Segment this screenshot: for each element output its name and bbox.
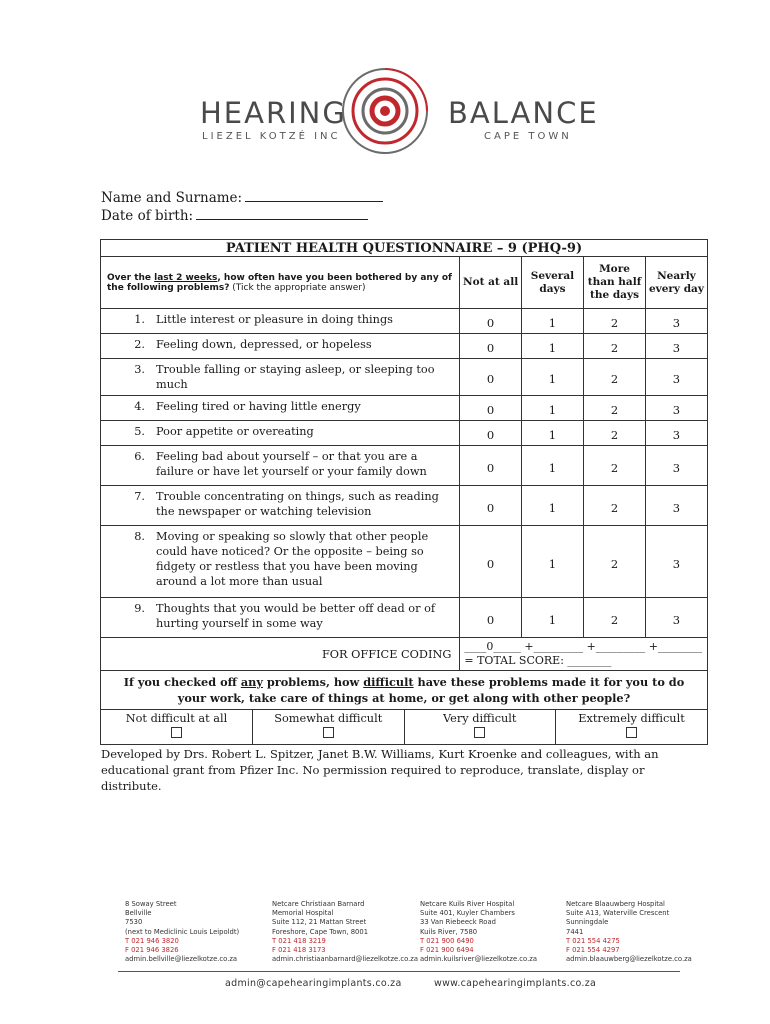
logo-right-sub: CAPE TOWN [484, 131, 572, 142]
score-option[interactable]: 3 [645, 421, 707, 446]
score-option[interactable]: 3 [645, 526, 707, 598]
question-row [101, 598, 708, 638]
checkbox-icon[interactable] [323, 727, 334, 738]
telephone: T 021 946 3820 [125, 936, 179, 945]
name-field-row [101, 189, 383, 207]
address-line: Netcare Christiaan Barnard [272, 900, 365, 908]
question-cell [101, 396, 460, 421]
dob-label: Date of birth: [101, 208, 194, 224]
difficulty-option-label: Very difficult [443, 712, 517, 725]
telephone: T 021 900 6490 [420, 936, 474, 945]
score-option[interactable]: 0 [460, 359, 521, 396]
dob-input-line[interactable] [196, 207, 368, 220]
difficulty-option-label: Not difficult at all [125, 712, 228, 725]
prompt-period: last 2 weeks [154, 272, 218, 283]
question-number: 7. [134, 490, 145, 503]
score-option[interactable]: 1 [521, 526, 583, 598]
footer-addresses [0, 900, 770, 970]
question-cell [101, 486, 460, 526]
address-line: (next to Mediclinic Louis Leipoldt) [125, 927, 240, 936]
question-number: 5. [134, 425, 145, 438]
credit-text: Developed by Drs. Robert L. Spitzer, Janet B.W. Williams, Kurt Kroenke and colleagues, with an educational grant from Pfizer Inc. No permission required to reproduce, translate, display or distribute. [101, 747, 659, 793]
difficulty-option-not[interactable] [101, 710, 253, 744]
question-cell [101, 421, 460, 446]
office-coding-label: FOR OFFICE CODING [101, 638, 460, 671]
question-cell [101, 334, 460, 359]
fax: F 021 554 4297 [566, 946, 620, 955]
question-number: 1. [134, 313, 145, 326]
score-option[interactable]: 0 [460, 309, 521, 334]
footer-address-kuils-river [420, 900, 570, 964]
score-option[interactable]: 1 [521, 309, 583, 334]
question-text: Little interest or pleasure in doing things [156, 313, 393, 326]
score-option[interactable]: 1 [521, 334, 583, 359]
score-option[interactable]: 0 [460, 446, 521, 486]
fax: F 021 946 3826 [125, 946, 179, 955]
score-option[interactable]: 2 [584, 598, 646, 638]
column-header-several-days: Several days [521, 257, 583, 309]
logo-left-word: HEARING [200, 96, 347, 130]
question-row [101, 359, 708, 396]
question-row [101, 526, 708, 598]
question-text: Trouble falling or staying asleep, or sleeping too much [156, 363, 435, 391]
score-option[interactable]: 0 [460, 421, 521, 446]
column-header-more-than-half: More than half the days [584, 257, 646, 309]
prompt-note: (Tick the appropriate answer) [229, 282, 366, 293]
score-option[interactable]: 0 [460, 526, 521, 598]
score-option[interactable]: 0 [460, 486, 521, 526]
question-text: Poor appetite or overeating [156, 425, 314, 438]
address-line: Foreshore, Cape Town, 8001 [272, 927, 369, 936]
address-line: 7441 [566, 927, 584, 936]
score-option[interactable]: 1 [521, 359, 583, 396]
question-text: Feeling bad about yourself – or that you are a failure or have let yourself or your family down [156, 450, 427, 478]
question-cell [101, 309, 460, 334]
footer-address-christiaan-barnard [272, 900, 422, 964]
score-option[interactable]: 2 [584, 421, 646, 446]
question-row [101, 486, 708, 526]
question-number: 6. [134, 450, 145, 463]
score-option[interactable]: 0 [460, 396, 521, 421]
difficulty-option-somewhat[interactable] [253, 710, 405, 744]
footer-web-link[interactable]: www.capehearingimplants.co.za [434, 978, 597, 989]
logo-left-sub: LIEZEL KOTZÉ INC [202, 131, 341, 142]
office-coding-value [460, 638, 708, 671]
email[interactable]: admin.christiaanbarnard@liezelkotze.co.za [272, 955, 419, 964]
score-option[interactable]: 2 [584, 526, 646, 598]
score-option[interactable]: 3 [645, 396, 707, 421]
score-option[interactable]: 1 [521, 598, 583, 638]
difficulty-question [101, 671, 708, 710]
score-option[interactable]: 1 [521, 421, 583, 446]
score-option[interactable]: 2 [584, 396, 646, 421]
score-option[interactable]: 3 [645, 309, 707, 334]
address-line: Suite 112, 21 Mattan Street [272, 918, 367, 927]
question-cell [101, 359, 460, 396]
address-line: Suite 401, Kuyler Chambers [420, 909, 515, 918]
difficulty-option-label: Somewhat difficult [274, 712, 383, 725]
email[interactable]: admin.kuilsriver@liezelkotze.co.za [420, 955, 537, 964]
score-option[interactable]: 2 [584, 334, 646, 359]
address-line: Sunningdale [566, 918, 609, 927]
difficulty-option-very[interactable] [404, 710, 556, 744]
question-cell [101, 526, 460, 598]
score-option[interactable]: 3 [645, 334, 707, 359]
total-score: = TOTAL SCORE: ________ [464, 654, 612, 667]
score-option[interactable]: 3 [645, 486, 707, 526]
footer-email-link[interactable]: admin@capehearingimplants.co.za [225, 978, 402, 989]
score-option[interactable]: 2 [584, 446, 646, 486]
score-option[interactable]: 1 [521, 486, 583, 526]
question-row [101, 396, 708, 421]
phq9-table [100, 239, 708, 745]
question-row [101, 421, 708, 446]
address-line: Suite A13, Waterville Crescent [566, 909, 670, 918]
question-row [101, 446, 708, 486]
questionnaire-title: PATIENT HEALTH QUESTIONNAIRE – 9 (PHQ-9) [101, 240, 708, 257]
telephone: T 021 418 3219 [272, 936, 326, 945]
email[interactable]: admin.blaauwberg@liezelkotze.co.za [566, 955, 692, 964]
difficulty-options-cell [101, 710, 708, 745]
difficulty-suffix: have these problems made it for you to do your work, take care of things at home, or get along with other people? [177, 675, 685, 705]
score-option[interactable]: 3 [645, 359, 707, 396]
target-rings-icon [338, 63, 438, 163]
checkbox-icon[interactable] [171, 727, 182, 738]
difficulty-options [101, 710, 707, 744]
question-cell [101, 598, 460, 638]
telephone: T 021 554 4275 [566, 936, 620, 945]
question-number: 8. [134, 530, 145, 543]
logo [0, 58, 770, 168]
fax: F 021 418 3173 [272, 946, 326, 955]
question-number: 9. [134, 602, 145, 615]
footer-divider [118, 971, 680, 972]
question-text: Feeling tired or having little energy [156, 400, 361, 413]
question-number: 2. [134, 338, 145, 351]
address-line: Netcare Kuils River Hospital [420, 900, 515, 908]
score-option[interactable]: 3 [645, 598, 707, 638]
score-option[interactable]: 0 [460, 598, 521, 638]
address-line: 33 Van Riebeeck Road [420, 918, 496, 927]
name-label: Name and Surname: [101, 190, 243, 206]
name-input-line[interactable] [245, 189, 383, 202]
footer-address-bellville [125, 900, 275, 964]
address-line: 8 Soway Street [125, 900, 177, 908]
question-row [101, 309, 708, 334]
address-line: Netcare Blaauwberg Hospital [566, 900, 665, 908]
question-number: 3. [134, 363, 145, 376]
question-text: Feeling down, depressed, or hopeless [156, 338, 372, 351]
patient-fields [101, 189, 383, 225]
question-text: Moving or speaking so slowly that other people could have noticed? Or the opposite – being so fidgety or restless that you have been moving around a lot more than usual [156, 530, 429, 588]
score-option[interactable]: 1 [521, 446, 583, 486]
prompt-suffix: , how often have you been bothered by any of the following problems? [107, 272, 452, 293]
address-line: 7530 [125, 918, 143, 927]
difficulty-prefix: If you checked off [123, 675, 241, 689]
difficulty-difficult: difficult [363, 675, 414, 689]
score-option[interactable]: 1 [521, 396, 583, 421]
fax: F 021 900 6494 [420, 946, 474, 955]
column-header-not-at-all: Not at all [460, 257, 521, 309]
prompt-prefix: Over the [107, 272, 155, 283]
question-prompt [101, 257, 460, 309]
difficulty-option-extremely[interactable] [556, 710, 708, 744]
score-option[interactable]: 2 [584, 486, 646, 526]
logo-right-word: BALANCE [448, 96, 599, 130]
question-text: Thoughts that you would be better off dead or of hurting yourself in some way [156, 602, 436, 630]
difficulty-option-label: Extremely difficult [578, 712, 685, 725]
checkbox-icon[interactable] [474, 727, 485, 738]
checkbox-icon[interactable] [626, 727, 637, 738]
email[interactable]: admin.bellville@liezelkotze.co.za [125, 955, 238, 964]
column-header-nearly-every-day: Nearly every day [645, 257, 707, 309]
score-option[interactable]: 0 [460, 334, 521, 359]
address-line: Memorial Hospital [272, 909, 334, 918]
question-row [101, 334, 708, 359]
coding-subtotals: ____0_____ +_________ +_________ +________ [464, 640, 703, 653]
footer-address-blaauwberg [566, 900, 716, 964]
score-option[interactable]: 2 [584, 309, 646, 334]
difficulty-any: any [240, 675, 263, 689]
score-option[interactable]: 2 [584, 359, 646, 396]
question-text: Trouble concentrating on things, such as reading the newspaper or watching television [156, 490, 439, 518]
difficulty-mid: problems, how [262, 675, 364, 689]
score-option[interactable]: 3 [645, 446, 707, 486]
address-line: Kuils River, 7580 [420, 927, 478, 936]
question-number: 4. [134, 400, 145, 413]
dob-field-row [101, 207, 383, 225]
question-cell [101, 446, 460, 486]
address-line: Bellville [125, 909, 152, 918]
